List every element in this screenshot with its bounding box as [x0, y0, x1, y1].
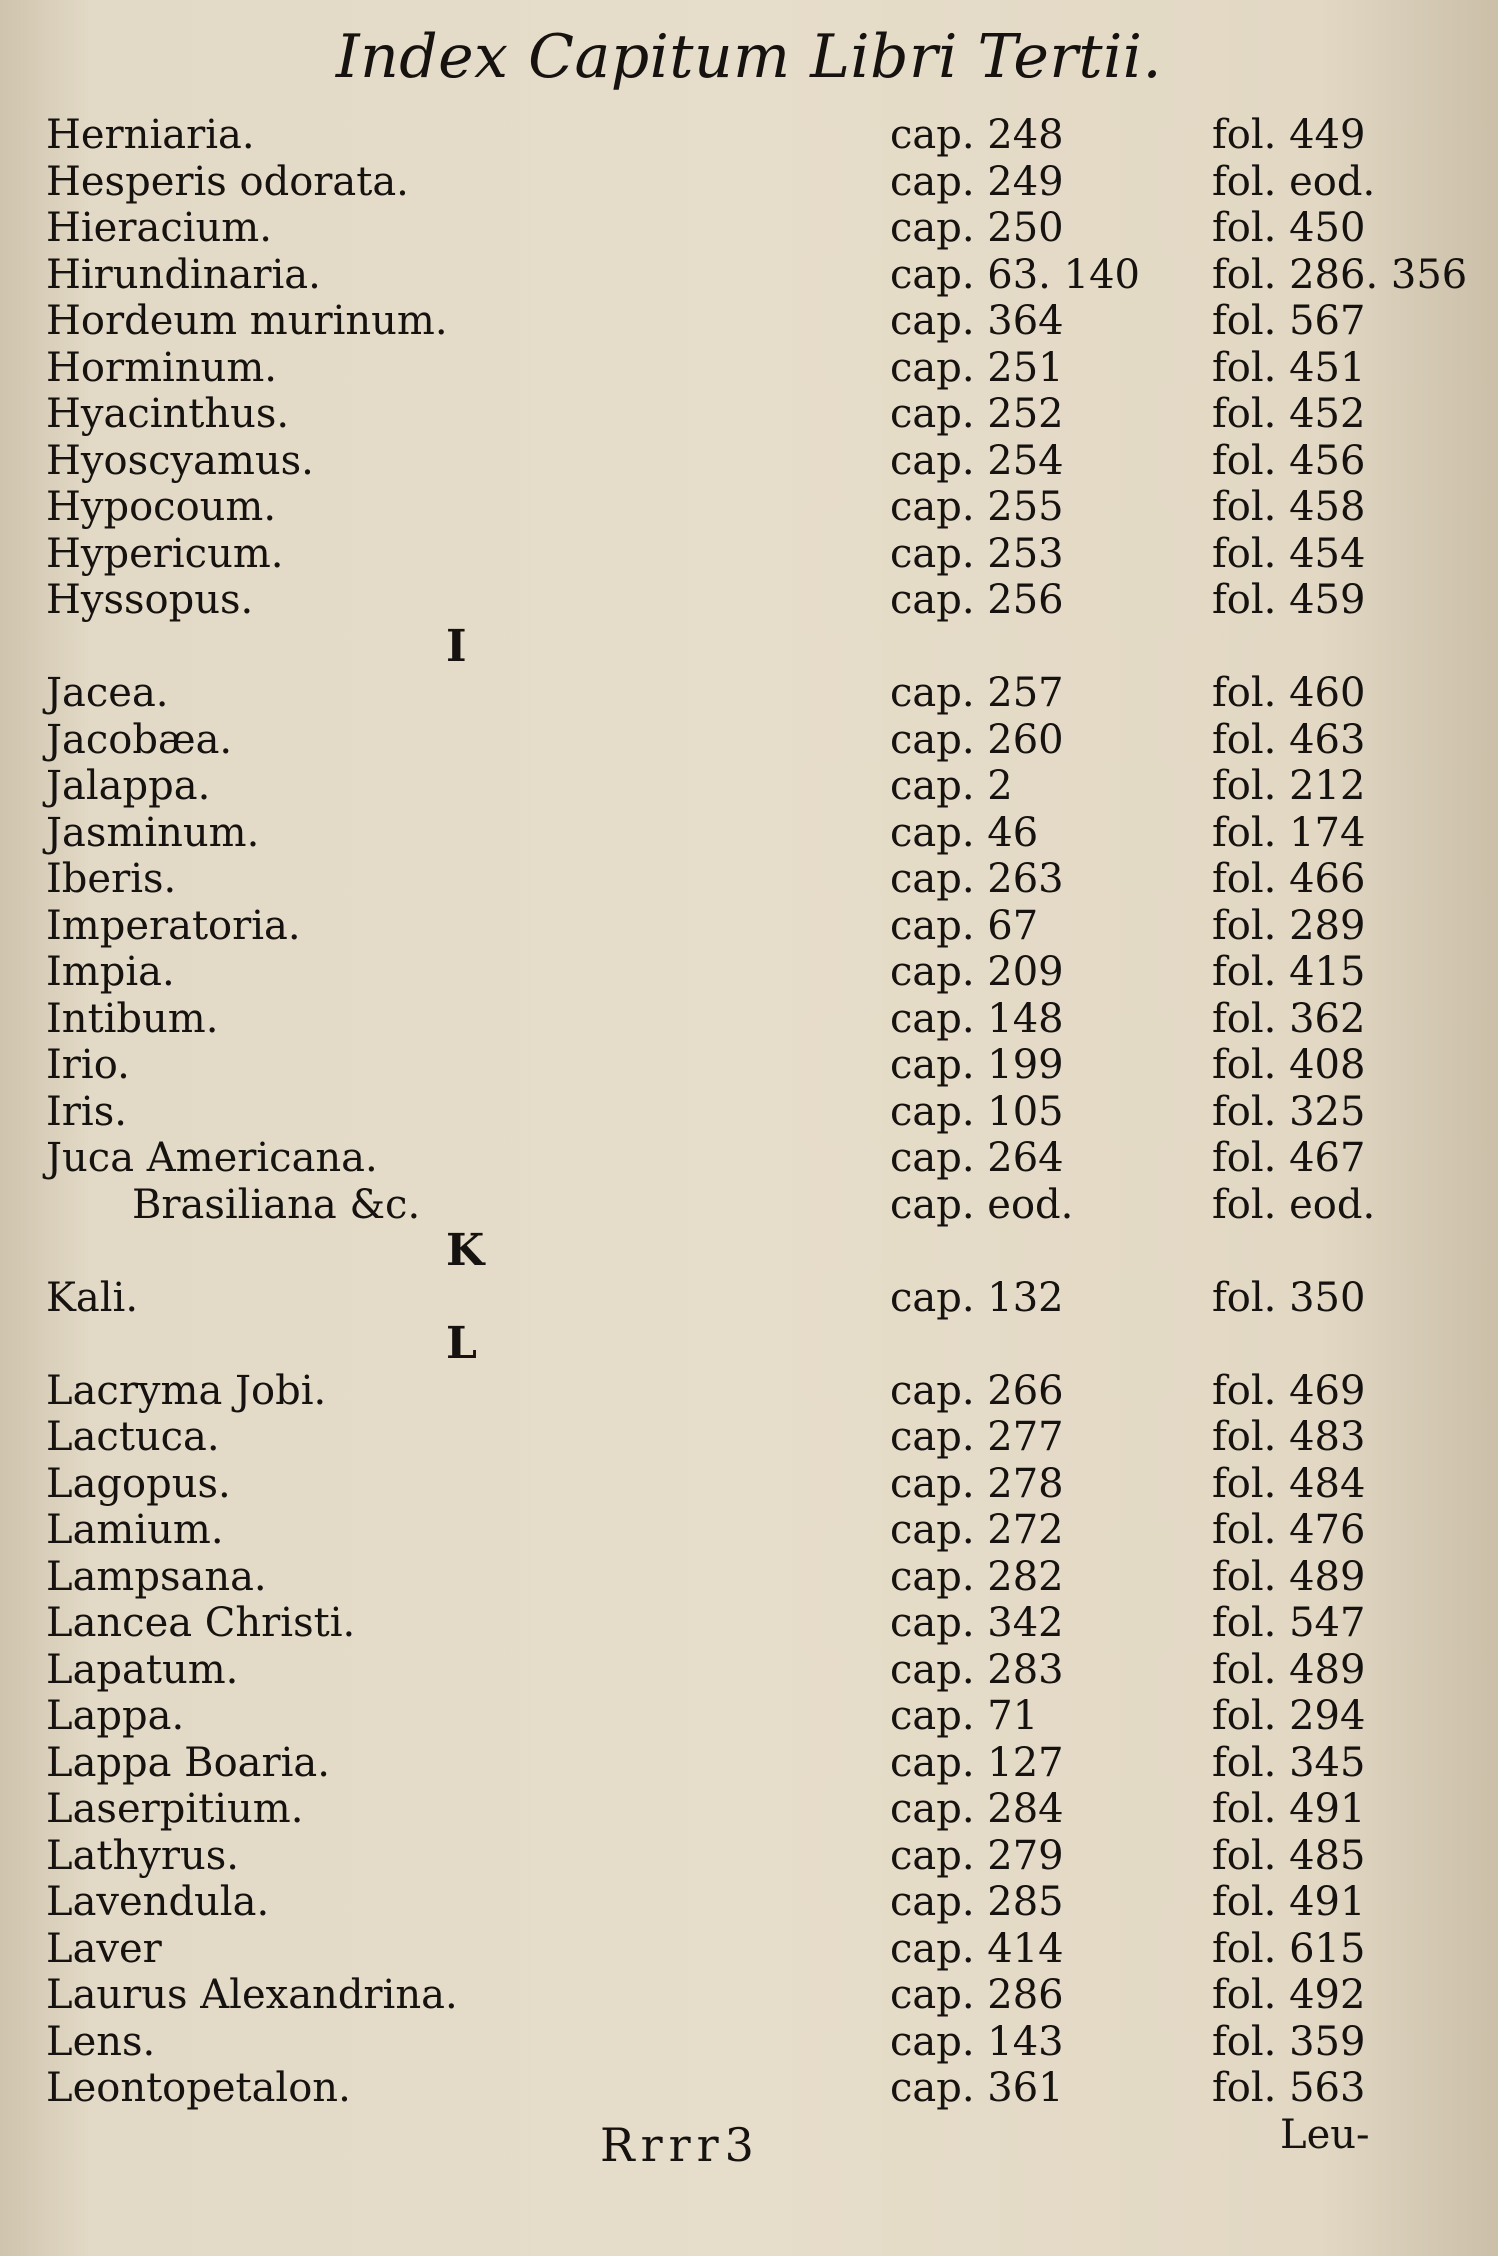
entry-folio: fol. 456 — [1212, 437, 1366, 484]
entry-chapter: cap. 255 — [890, 484, 1064, 530]
entry-name: Lagopus. — [46, 1460, 231, 1507]
entry-folio: fol. 484 — [1212, 1460, 1366, 1507]
entry-name: Hypocoum. — [46, 484, 277, 530]
entry-folio: fol. 449 — [1212, 112, 1366, 158]
entry-folio: fol. 415 — [1212, 949, 1366, 995]
entry-folio: fol. 615 — [1212, 1925, 1366, 1972]
entry-folio: fol. 359 — [1212, 2018, 1366, 2065]
entry-name: Irio. — [46, 1042, 130, 1088]
entry-name: Impia. — [46, 949, 175, 995]
page-title: Index Capitum Libri Tertii. — [335, 22, 1163, 92]
index-entry — [0, 1414, 1498, 1461]
index-entry — [0, 903, 1498, 950]
entry-name: Lens. — [46, 2018, 156, 2065]
entry-folio: fol. 463 — [1212, 716, 1366, 763]
section-letter: L — [446, 1318, 477, 1369]
entry-folio: fol. 567 — [1212, 298, 1366, 344]
index-entry — [0, 1089, 1498, 1136]
entry-chapter: cap. 63. 140 — [890, 251, 1140, 298]
index-entry — [0, 1042, 1498, 1089]
entry-folio: fol. 547 — [1212, 1600, 1366, 1646]
entry-chapter: cap. 252 — [890, 391, 1064, 437]
entry-folio: fol. 294 — [1212, 1693, 1366, 1739]
entry-chapter: cap. 249 — [890, 158, 1064, 205]
entry-name: Lamium. — [46, 1507, 224, 1553]
entry-name: Kali. — [46, 1274, 139, 1321]
index-entry — [0, 1740, 1498, 1787]
index-entry — [0, 1461, 1498, 1508]
entry-chapter: cap. 209 — [890, 949, 1064, 995]
entry-folio: fol. 492 — [1212, 1972, 1366, 2018]
entry-name: Intibum. — [46, 995, 219, 1042]
entry-name: Jalappa. — [46, 763, 211, 809]
index-entry — [0, 1135, 1498, 1182]
entry-name: Hieracium. — [46, 205, 272, 251]
entry-chapter: cap. 260 — [890, 716, 1064, 763]
index-entry — [0, 1693, 1498, 1740]
entry-name: Lavendula. — [46, 1879, 270, 1925]
entry-folio: fol. 212 — [1212, 763, 1366, 809]
entry-chapter: cap. 284 — [890, 1786, 1064, 1832]
index-entry — [0, 717, 1498, 764]
index-entry — [0, 2019, 1498, 2066]
entry-chapter: cap. 278 — [890, 1460, 1064, 1507]
entry-name: Lacryma Jobi. — [46, 1367, 327, 1414]
entry-name: Lactuca. — [46, 1414, 220, 1460]
entry-chapter: cap. 46 — [890, 809, 1039, 856]
entry-name: Horminum. — [46, 344, 277, 391]
entry-name: Jacea. — [46, 670, 169, 716]
entry-folio: fol. 451 — [1212, 344, 1366, 391]
entry-name: Hyacinthus. — [46, 391, 290, 437]
index-entry — [0, 1879, 1498, 1926]
index-entry — [0, 1786, 1498, 1833]
entry-name: Jacobæa. — [46, 716, 233, 763]
entry-folio: fol. 476 — [1212, 1507, 1366, 1553]
index-entry — [0, 1554, 1498, 1601]
entry-folio: fol. eod. — [1212, 158, 1376, 205]
entry-folio: fol. 563 — [1212, 2065, 1366, 2111]
entry-chapter: cap. 263 — [890, 856, 1064, 902]
index-entry — [0, 1507, 1498, 1554]
entry-chapter: cap. 361 — [890, 2065, 1064, 2111]
entry-folio: fol. 325 — [1212, 1088, 1366, 1135]
entry-folio: fol. 459 — [1212, 577, 1366, 623]
index-entry — [0, 1182, 1498, 1229]
entry-folio: fol. 174 — [1212, 809, 1366, 856]
index-entry — [0, 1275, 1498, 1322]
entry-folio: fol. 469 — [1212, 1367, 1366, 1414]
entry-folio: fol. 489 — [1212, 1553, 1366, 1600]
entry-name: Juca Americana. — [46, 1135, 378, 1181]
entry-name: Lancea Christi. — [46, 1600, 356, 1646]
entry-folio: fol. 491 — [1212, 1786, 1366, 1832]
index-entry — [0, 1972, 1498, 2019]
entry-name: Hypericum. — [46, 530, 284, 577]
entry-name: Imperatoria. — [46, 902, 301, 949]
entry-chapter: cap. 199 — [890, 1042, 1064, 1088]
entry-folio: fol. 362 — [1212, 995, 1366, 1042]
index-entry — [0, 298, 1498, 345]
index-entry — [0, 996, 1498, 1043]
index-entry — [0, 484, 1498, 531]
entry-folio: fol. 289 — [1212, 902, 1366, 949]
entry-folio: fol. 460 — [1212, 670, 1366, 716]
entry-name: Hyssopus. — [46, 577, 254, 623]
entry-folio: fol. 286. 356 — [1212, 251, 1468, 298]
entry-chapter: cap. 2 — [890, 763, 1013, 809]
entry-chapter: cap. 256 — [890, 577, 1064, 623]
entry-folio: fol. 454 — [1212, 530, 1366, 577]
entry-name: Hirundinaria. — [46, 251, 321, 298]
entry-name: Lappa. — [46, 1693, 185, 1739]
entry-chapter: cap. eod. — [890, 1181, 1074, 1228]
entry-chapter: cap. 143 — [890, 2018, 1064, 2065]
entry-chapter: cap. 266 — [890, 1367, 1064, 1414]
index-entry — [0, 205, 1498, 252]
index-entry — [0, 345, 1498, 392]
entry-folio: fol. 489 — [1212, 1646, 1366, 1693]
index-entry — [0, 1926, 1498, 1973]
entry-folio: fol. eod. — [1212, 1181, 1376, 1228]
entry-chapter: cap. 282 — [890, 1553, 1064, 1600]
entry-name: Hesperis odorata. — [46, 158, 409, 205]
entry-name: Jasminum. — [46, 809, 260, 856]
section-letter-row — [0, 620, 1498, 672]
entry-folio: fol. 408 — [1212, 1042, 1366, 1088]
section-letter-row — [0, 1225, 1498, 1276]
entry-chapter: cap. 127 — [890, 1739, 1064, 1786]
entry-folio: fol. 452 — [1212, 391, 1366, 437]
index-entry — [0, 577, 1498, 624]
entry-folio: fol. 485 — [1212, 1832, 1366, 1879]
entry-chapter: cap. 250 — [890, 205, 1064, 251]
signature-mark: Rrrr3 — [600, 2118, 760, 2172]
index-entry — [0, 2065, 1498, 2112]
entry-chapter: cap. 264 — [890, 1135, 1064, 1181]
entry-name: Brasiliana &c. — [132, 1181, 421, 1228]
entry-name: Leontopetalon. — [46, 2065, 351, 2111]
entry-folio: fol. 467 — [1212, 1135, 1366, 1181]
index-entry — [0, 856, 1498, 903]
index-entry — [0, 1600, 1498, 1647]
entry-name: Iris. — [46, 1088, 127, 1135]
entry-chapter: cap. 279 — [890, 1832, 1064, 1879]
entry-chapter: cap. 254 — [890, 437, 1064, 484]
entry-chapter: cap. 414 — [890, 1925, 1064, 1972]
entry-chapter: cap. 272 — [890, 1507, 1064, 1553]
entry-chapter: cap. 148 — [890, 995, 1064, 1042]
entry-chapter: cap. 286 — [890, 1972, 1064, 2018]
entry-name: Iberis. — [46, 856, 177, 902]
catchword: Leu- — [1280, 2112, 1370, 2158]
entry-chapter: cap. 132 — [890, 1274, 1064, 1321]
entry-name: Laver — [46, 1925, 162, 1972]
entry-folio: fol. 345 — [1212, 1739, 1366, 1786]
entry-name: Herniaria. — [46, 112, 255, 158]
entry-folio: fol. 466 — [1212, 856, 1366, 902]
index-entry — [0, 1368, 1498, 1415]
entry-name: Laurus Alexandrina. — [46, 1972, 458, 2018]
entry-name: Lappa Boaria. — [46, 1739, 330, 1786]
index-entry — [0, 112, 1498, 159]
entry-name: Lathyrus. — [46, 1832, 239, 1879]
index-entry — [0, 670, 1498, 717]
entry-chapter: cap. 285 — [890, 1879, 1064, 1925]
entry-chapter: cap. 257 — [890, 670, 1064, 716]
entry-name: Hyoscyamus. — [46, 437, 314, 484]
index-entry — [0, 763, 1498, 810]
entry-chapter: cap. 283 — [890, 1646, 1064, 1693]
entry-chapter: cap. 71 — [890, 1693, 1039, 1739]
entry-chapter: cap. 251 — [890, 344, 1064, 391]
index-entry — [0, 1833, 1498, 1880]
index-entry — [0, 159, 1498, 206]
entry-chapter: cap. 342 — [890, 1600, 1064, 1646]
index-entry — [0, 531, 1498, 578]
section-letter: K — [446, 1225, 485, 1276]
index-entries — [0, 112, 1498, 2112]
entry-folio: fol. 491 — [1212, 1879, 1366, 1925]
index-entry — [0, 1647, 1498, 1694]
section-letter: I — [446, 620, 467, 672]
index-entry — [0, 438, 1498, 485]
entry-folio: fol. 458 — [1212, 484, 1366, 530]
entry-name: Hordeum murinum. — [46, 298, 448, 344]
entry-name: Lapatum. — [46, 1646, 239, 1693]
entry-name: Laserpitium. — [46, 1786, 304, 1832]
entry-chapter: cap. 248 — [890, 112, 1064, 158]
section-letter-row — [0, 1318, 1498, 1369]
entry-folio: fol. 483 — [1212, 1414, 1366, 1460]
index-entry — [0, 810, 1498, 857]
index-entry — [0, 391, 1498, 438]
entry-folio: fol. 450 — [1212, 205, 1366, 251]
entry-chapter: cap. 67 — [890, 902, 1039, 949]
entry-chapter: cap. 364 — [890, 298, 1064, 344]
entry-chapter: cap. 277 — [890, 1414, 1064, 1460]
entry-chapter: cap. 253 — [890, 530, 1064, 577]
entry-name: Lampsana. — [46, 1553, 267, 1600]
index-entry — [0, 252, 1498, 299]
entry-chapter: cap. 105 — [890, 1088, 1064, 1135]
index-entry — [0, 949, 1498, 996]
entry-folio: fol. 350 — [1212, 1274, 1366, 1321]
